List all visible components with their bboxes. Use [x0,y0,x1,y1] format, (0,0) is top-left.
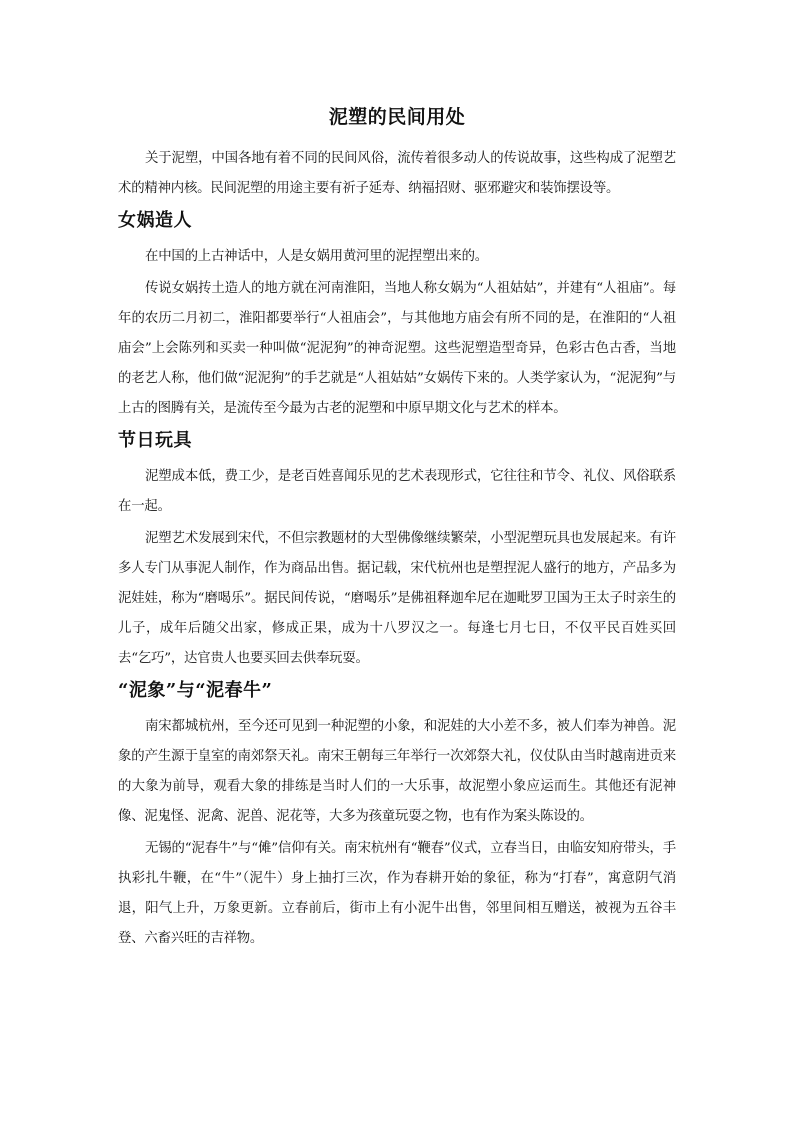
section-paragraph: 无锡的“泥春牛”与“傩”信仰有关。南宋杭州有“鞭春”仪式，立春当日，由临安知府带头，手执彩扎牛鞭，在“牛”（泥牛）身上抽打三次，作为春耕开始的象征，称为“打春”，寓意阴气消退，阳气上升，万象更新。立春前后，街市上有小泥牛出售，邻里间相互赠送，被视为五谷丰登、六畜兴旺的吉祥物。 [118,841,676,946]
section-paragraph: 南宋都城杭州，至今还可见到一种泥塑的小象，和泥娃的大小差不多，被人们奉为神兽。泥象的产生源于皇室的南郊祭天礼。南宋王朝每三年举行一次郊祭大礼，仪仗队由当时越南进贡来的大象为前导，观看大象的排练是当时人们的一大乐事，故泥塑小象应运而生。其他还有泥神像、泥鬼怪、泥禽、泥兽、泥花等，大多为孩童玩耍之物，也有作为案头陈设的。 [118,719,676,824]
document-page [118,100,676,956]
section-paragraph: 传说女娲抟土造人的地方就在河南淮阳，当地人称女娲为“人祖姑姑”，并建有“人祖庙”。每年的农历二月初二，淮阳都要举行“人祖庙会”，与其他地方庙会有所不同的是，在淮阳的“人祖庙会”上会陈列和买卖一种叫做“泥泥狗”的神奇泥塑。这些泥塑造型奇异，色彩古色古香，当地的老艺人称，他们做“泥泥狗”的手艺就是“人祖姑姑”女娲传下来的。人类学家认为，“泥泥狗”与上古的图腾有关，是流传至今最为古老的泥塑和中原早期文化与艺术的样本。 [118,281,676,416]
section-heading-nuwa: 女娲造人 [118,210,192,231]
section-heading-clay-elephant-ox: “泥象”与“泥春牛” [118,680,273,701]
intro-paragraph: 关于泥塑，中国各地有着不同的民间风俗，流传着很多动人的传说故事，这些构成了泥塑艺术的精神内核。民间泥塑的用途主要有祈子延寿、纳福招财、驱邪避灾和装饰摆设等。 [118,151,676,196]
section-paragraph: 泥塑成本低，费工少，是老百姓喜闻乐见的艺术表现形式，它往往和节令、礼仪、风俗联系在一起。 [118,469,676,514]
section-paragraph: 在中国的上古神话中，人是女娲用黄河里的泥捏塑出来的。 [145,249,488,264]
section-paragraph: 泥塑艺术发展到宋代，不但宗教题材的大型佛像继续繁荣，小型泥塑玩具也发展起来。有许多人专门从事泥人制作，作为商品出售。据记载，宋代杭州也是塑捏泥人盛行的地方，产品多为泥娃娃，称为“磨喝乐”。据民间传说，“磨喝乐”是佛祖释迦牟尼在迦毗罗卫国为王太子时亲生的儿子，成年后随父出家，修成正果，成为十八罗汉之一。每逢七月七日，不仅平民百姓买回去“乞巧”，达官贵人也要买回去供奉玩耍。 [118,531,676,666]
document-title: 泥塑的民间用处 [328,106,466,128]
section-heading-festival-toys: 节日玩具 [118,430,192,451]
